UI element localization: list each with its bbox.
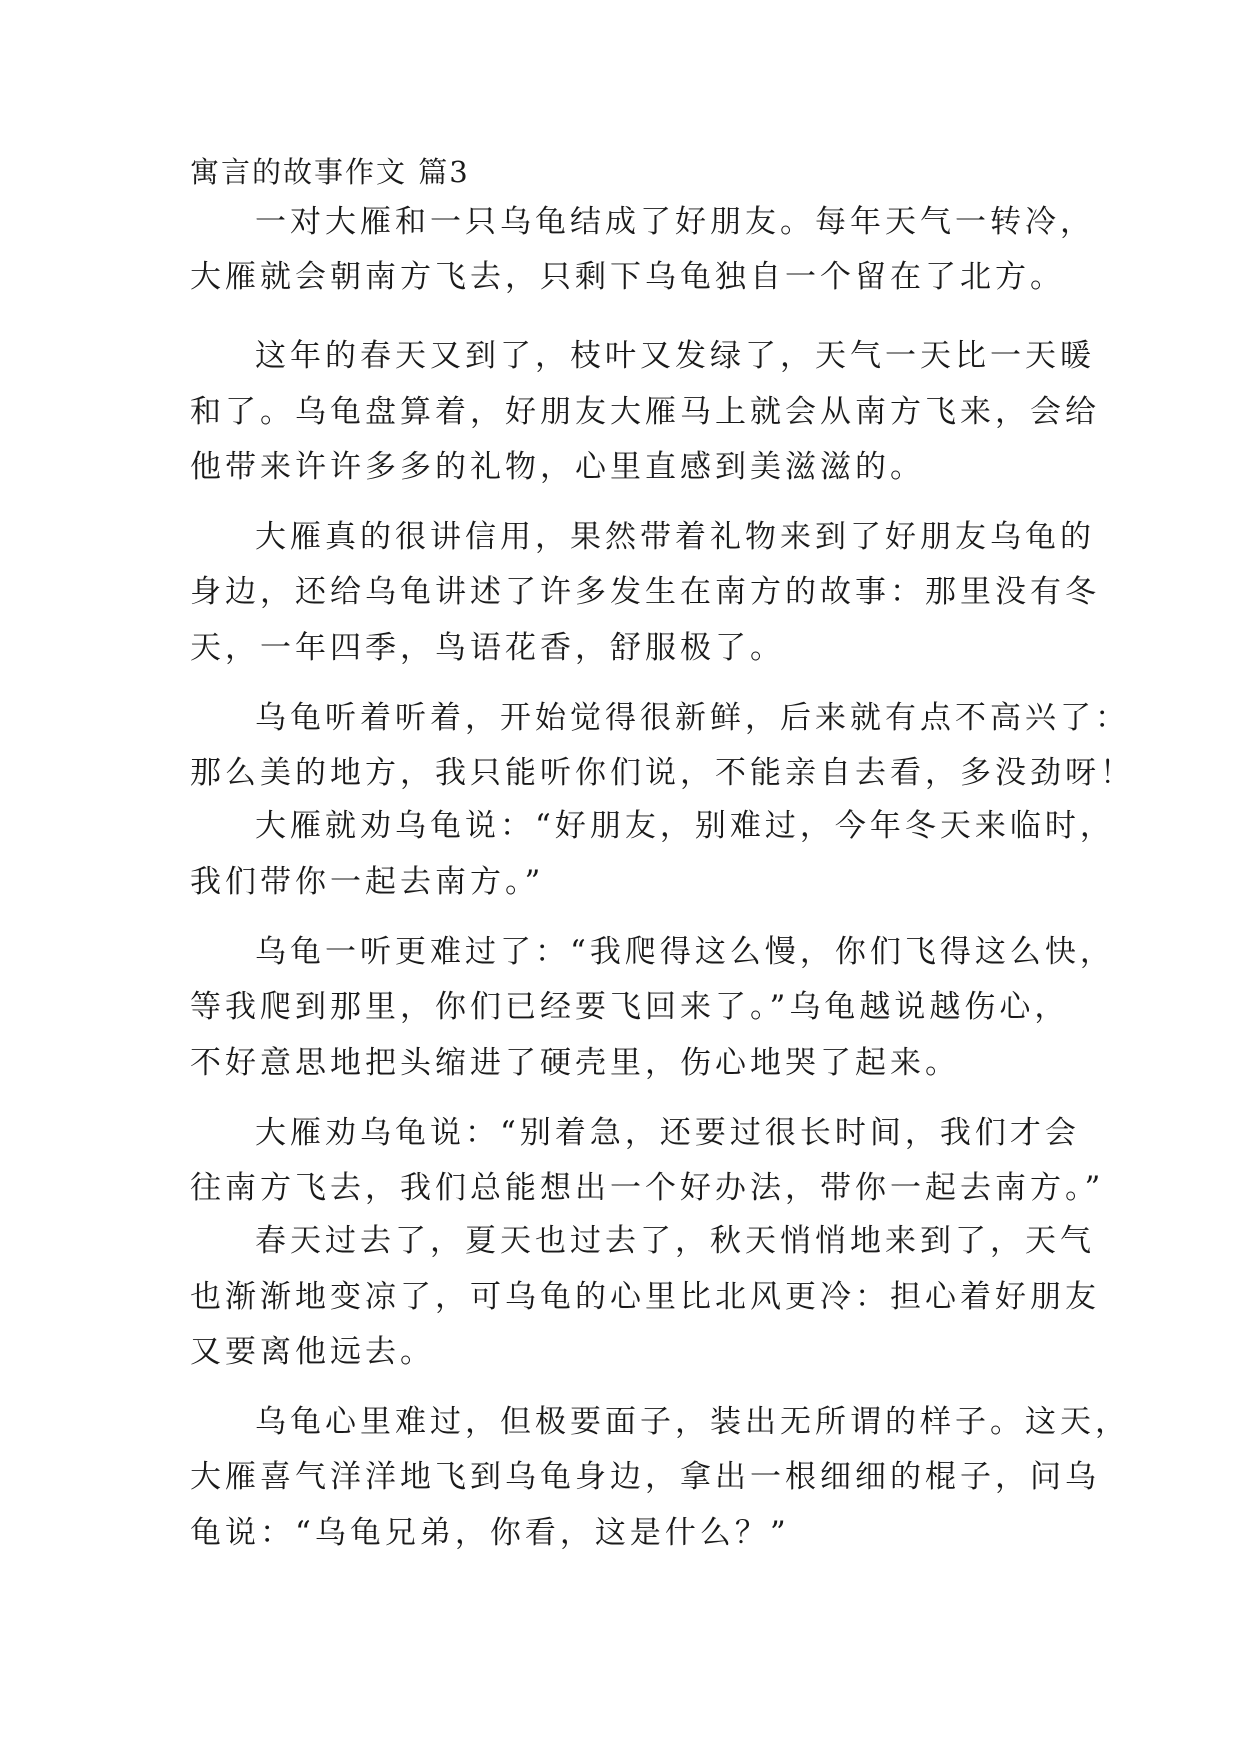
text-line: 大雁就劝乌龟说：“好朋友，别难过，今年冬天来临时， xyxy=(255,808,1115,844)
text-line: 天，一年四季，鸟语花香，舒服极了。 xyxy=(190,630,785,666)
text-line: 一对大雁和一只乌龟结成了好朋友。每年天气一转冷， xyxy=(255,204,1095,240)
text-line: 乌龟心里难过，但极要面子，装出无所谓的样子。这天， xyxy=(255,1404,1130,1440)
text-line: 大雁劝乌龟说：“别着急，还要过很长时间，我们才会 xyxy=(255,1115,1080,1151)
text-line: 等我爬到那里，你们已经要飞回来了。”乌龟越说越伤心， xyxy=(190,989,1070,1025)
text-line: 他带来许许多多的礼物，心里直感到美滋滋的。 xyxy=(190,449,925,485)
text-line: 龟说：“乌龟兄弟，你看，这是什么？” xyxy=(190,1515,790,1551)
text-line: 那么美的地方，我只能听你们说，不能亲自去看，多没劲呀！ xyxy=(190,755,1135,791)
text-line: 春天过去了，夏天也过去了，秋天悄悄地来到了，天气 xyxy=(255,1223,1095,1259)
text-line: 不好意思地把头缩进了硬壳里，伤心地哭了起来。 xyxy=(190,1045,960,1081)
text-line: 乌龟一听更难过了：“我爬得这么慢，你们飞得这么快， xyxy=(255,934,1115,970)
text-line: 乌龟听着听着，开始觉得很新鲜，后来就有点不高兴了： xyxy=(255,700,1130,736)
text-line: 大雁喜气洋洋地飞到乌龟身边，拿出一根细细的棍子，问乌 xyxy=(190,1459,1100,1495)
document-title: 寓言的故事作文 篇3 xyxy=(190,155,470,189)
text-line: 大雁就会朝南方飞去，只剩下乌龟独自一个留在了北方。 xyxy=(190,259,1065,295)
text-line: 我们带你一起去南方。” xyxy=(190,864,545,900)
text-line: 这年的春天又到了，枝叶又发绿了，天气一天比一天暖 xyxy=(255,338,1095,374)
text-line: 也渐渐地变凉了，可乌龟的心里比北风更冷：担心着好朋友 xyxy=(190,1279,1100,1315)
text-line: 又要离他远去。 xyxy=(190,1334,435,1370)
text-line: 往南方飞去，我们总能想出一个好办法，带你一起去南方。” xyxy=(190,1170,1105,1206)
text-line: 和了。乌龟盘算着，好朋友大雁马上就会从南方飞来，会给 xyxy=(190,394,1100,430)
text-line: 身边，还给乌龟讲述了许多发生在南方的故事：那里没有冬 xyxy=(190,574,1100,610)
text-line: 大雁真的很讲信用，果然带着礼物来到了好朋友乌龟的 xyxy=(255,519,1095,555)
